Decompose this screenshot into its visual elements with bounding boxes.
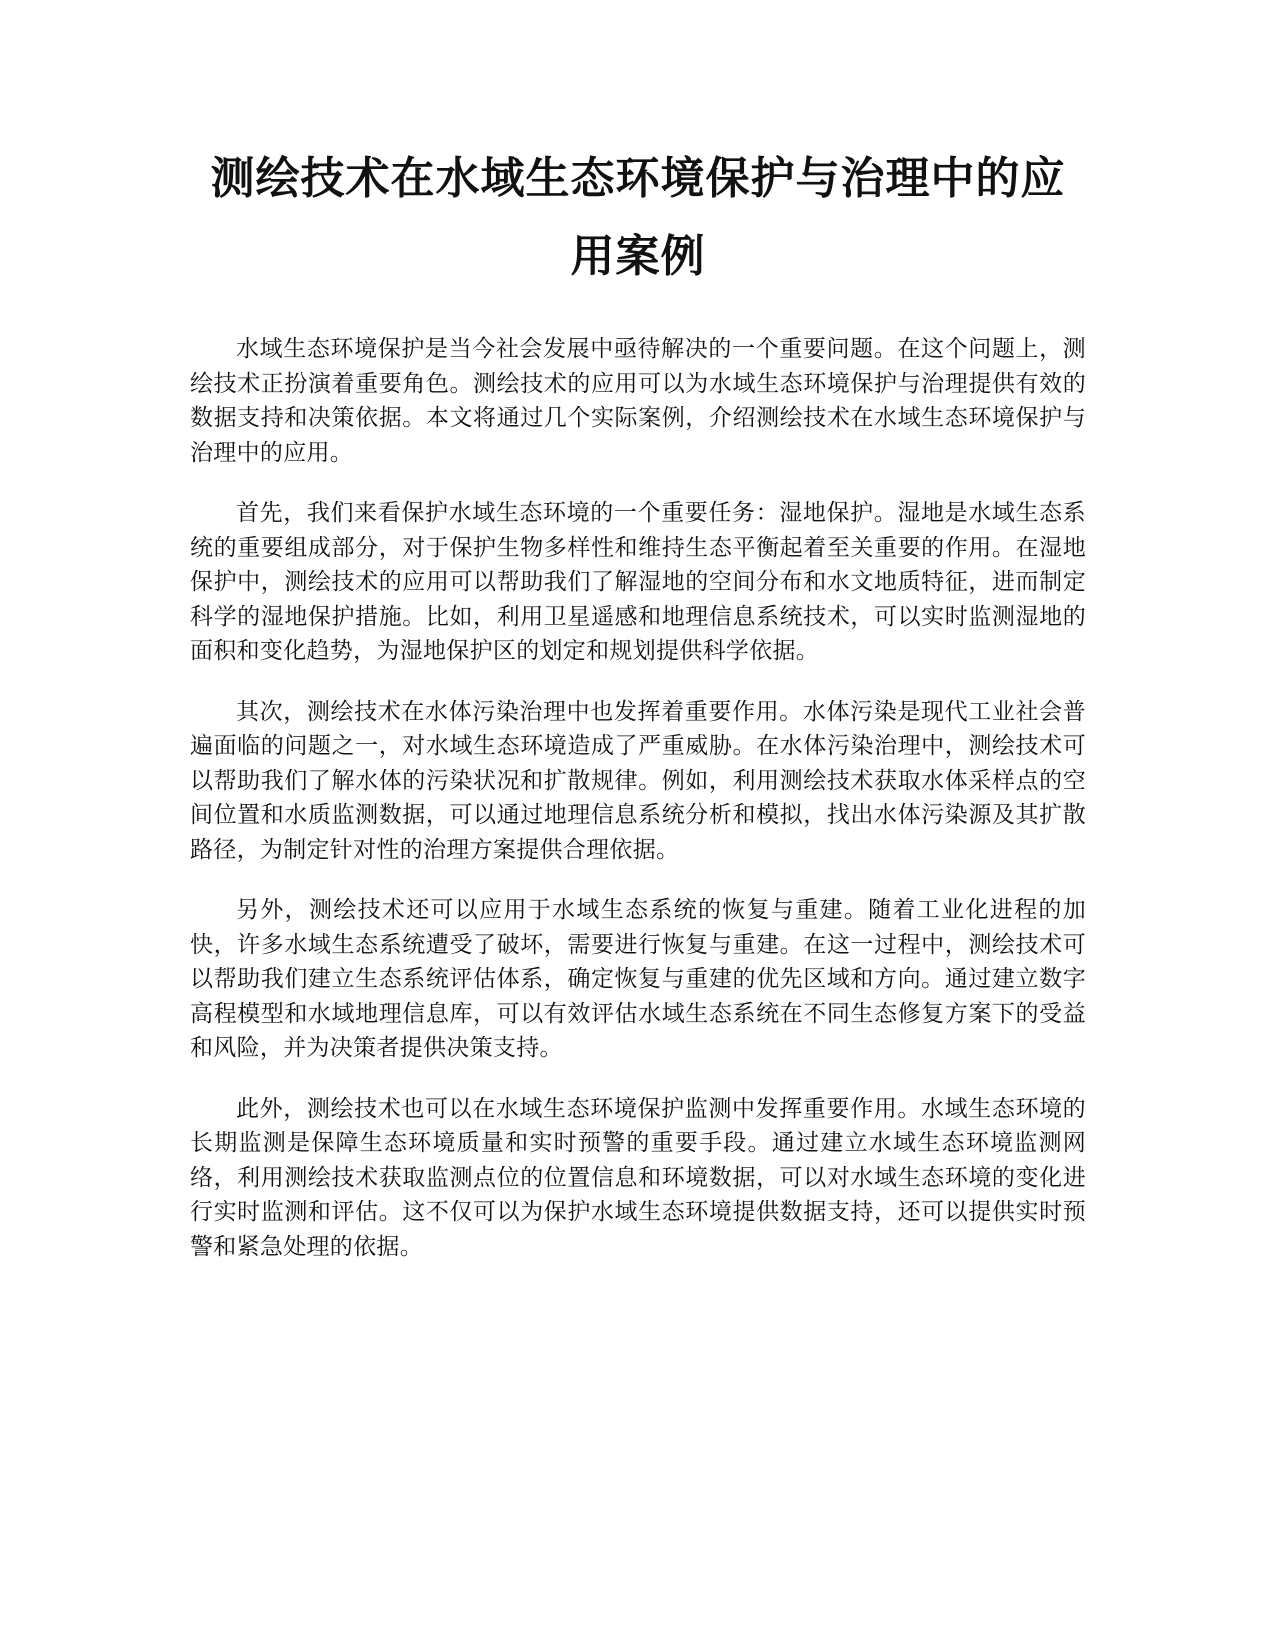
document-page (190, 140, 1086, 1290)
document-title: 测绘技术在水域生态环境保护与治理中的应用案例 (210, 153, 1066, 282)
paragraph-ecosystem-restoration: 另外，测绘技术还可以应用于水域生态系统的恢复与重建。随着工业化进程的加快，许多水域生态系统遭受了破坏，需要进行恢复与重建。在这一过程中，测绘技术可以帮助我们建立生态系统评估体系，确定恢复与重建的优先区域和方向。通过建立数字高程模型和水域地理信息库，可以有效评估水域生态系统在不同生态修复方案下的受益和风险，并为决策者提供决策支持。 (190, 897, 1086, 1061)
paragraph-intro: 水域生态环境保护是当今社会发展中亟待解决的一个重要问题。在这个问题上，测绘技术正扮演着重要角色。测绘技术的应用可以为水域生态环境保护与治理提供有效的数据支持和决策依据。本文将通过几个实际案例，介绍测绘技术在水域生态环境保护与治理中的应用。 (190, 336, 1086, 466)
paragraph-water-pollution: 其次，测绘技术在水体污染治理中也发挥着重要作用。水体污染是现代工业社会普遍面临的问题之一，对水域生态环境造成了严重威胁。在水体污染治理中，测绘技术可以帮助我们了解水体的污染状况和扩散规律。例如，利用测绘技术获取水体采样点的空间位置和水质监测数据，可以通过地理信息系统分析和模拟，找出水体污染源及其扩散路径，为制定针对性的治理方案提供合理依据。 (190, 698, 1086, 863)
paragraph-environment-monitoring: 此外，测绘技术也可以在水域生态环境保护监测中发挥重要作用。水域生态环境的长期监测是保障生态环境质量和实时预警的重要手段。通过建立水域生态环境监测网络，利用测绘技术获取监测点位的位置信息和环境数据，可以对水域生态环境的变化进行实时监测和评估。这不仅可以为保护水域生态环境提供数据支持，还可以提供实时预警和紧急处理的依据。 (190, 1095, 1086, 1260)
paragraph-wetland-protection: 首先，我们来看保护水域生态环境的一个重要任务：湿地保护。湿地是水域生态系统的重要组成部分，对于保护生物多样性和维持生态平衡起着至关重要的作用。在湿地保护中，测绘技术的应用可以帮助我们了解湿地的空间分布和水文地质特征，进而制定科学的湿地保护措施。比如，利用卫星遥感和地理信息系统技术，可以实时监测湿地的面积和变化趋势，为湿地保护区的划定和规划提供科学依据。 (190, 500, 1086, 664)
